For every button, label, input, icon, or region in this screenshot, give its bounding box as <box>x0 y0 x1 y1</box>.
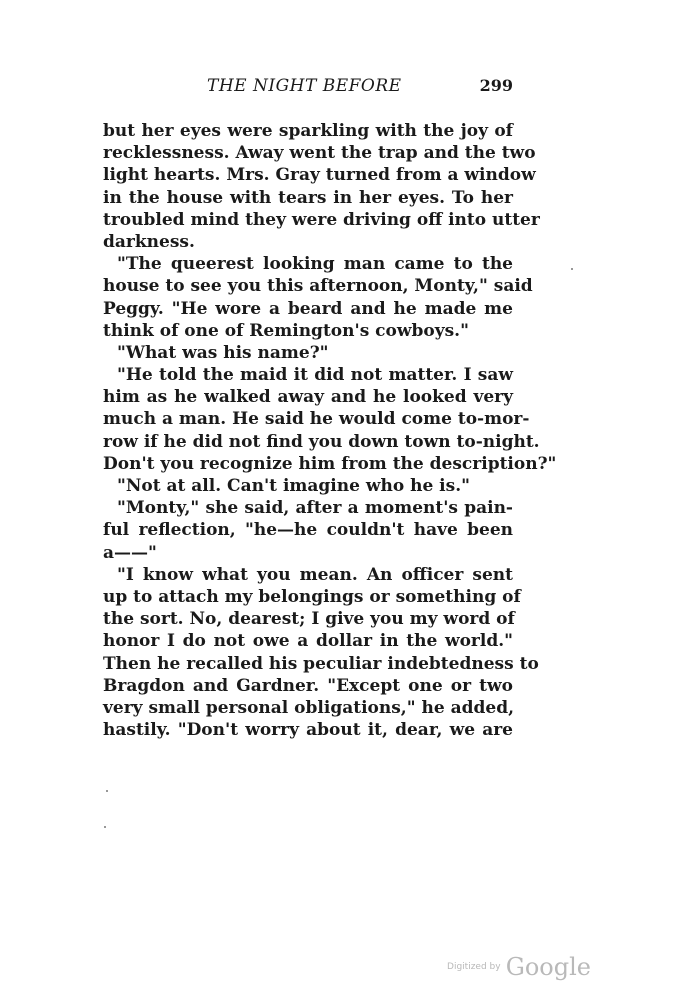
text-line: very small personal obligations," he added, <box>103 697 514 718</box>
digitized-watermark <box>447 953 591 981</box>
text-line: but her eyes were sparkling with the joy of <box>103 121 513 141</box>
text-line: the sort. No, dearest; I give you my word of <box>103 609 515 630</box>
text-line: darkness. <box>103 231 195 252</box>
text-line: a——" <box>103 542 157 563</box>
text-line: recklessness. Away went the trap and the two <box>103 143 536 164</box>
text-line: "What was his name?" <box>117 342 329 363</box>
text-line: up to attach my belongings or something of <box>103 586 521 607</box>
text-line: row if he did not find you down town to-night. <box>103 431 540 452</box>
text-line: house to see you this afternoon, Monty," said <box>103 276 533 297</box>
text-line: Bragdon and Gardner. "Except one or two <box>103 675 513 696</box>
text-line: honor I do not owe a dollar in the world." <box>103 631 513 652</box>
body-text <box>103 120 557 741</box>
text-line: "Monty," she said, after a moment's pain- <box>117 498 513 519</box>
running-header <box>103 76 513 100</box>
watermark-prefix: Digitized by <box>447 962 501 972</box>
page-number: 299 <box>479 76 513 95</box>
text-line: Then he recalled his peculiar indebtedness to <box>103 653 539 674</box>
text-line: in the house with tears in her eyes. To her <box>103 187 513 208</box>
page-speck <box>104 826 106 828</box>
text-line: light hearts. Mrs. Gray turned from a window <box>103 165 536 186</box>
text-line: hastily. "Don't worry about it, dear, we are <box>103 720 513 741</box>
text-line: much a man. He said he would come to-mor- <box>103 409 530 430</box>
text-line: "I know what you mean. An officer sent <box>117 564 513 585</box>
text-line: Don't you recognize him from the description?" <box>103 453 557 474</box>
page-speck <box>571 268 573 270</box>
text-line: ful reflection, "he—he couldn't have been <box>103 520 513 541</box>
text-line: "Not at all. Can't imagine who he is." <box>117 476 470 496</box>
running-title: THE NIGHT BEFORE <box>207 76 402 96</box>
text-line: him as he walked away and he looked very <box>103 387 513 408</box>
text-line: think of one of Remington's cowboys." <box>103 320 469 341</box>
text-line: Peggy. "He wore a beard and he made me <box>103 298 513 319</box>
google-logo: Google <box>505 953 591 981</box>
text-line: "He told the maid it did not matter. I saw <box>117 365 513 386</box>
page-speck <box>106 790 108 792</box>
text-line: troubled mind they were driving off into utter <box>103 209 540 230</box>
text-line: "The queerest looking man came to the <box>117 254 513 275</box>
